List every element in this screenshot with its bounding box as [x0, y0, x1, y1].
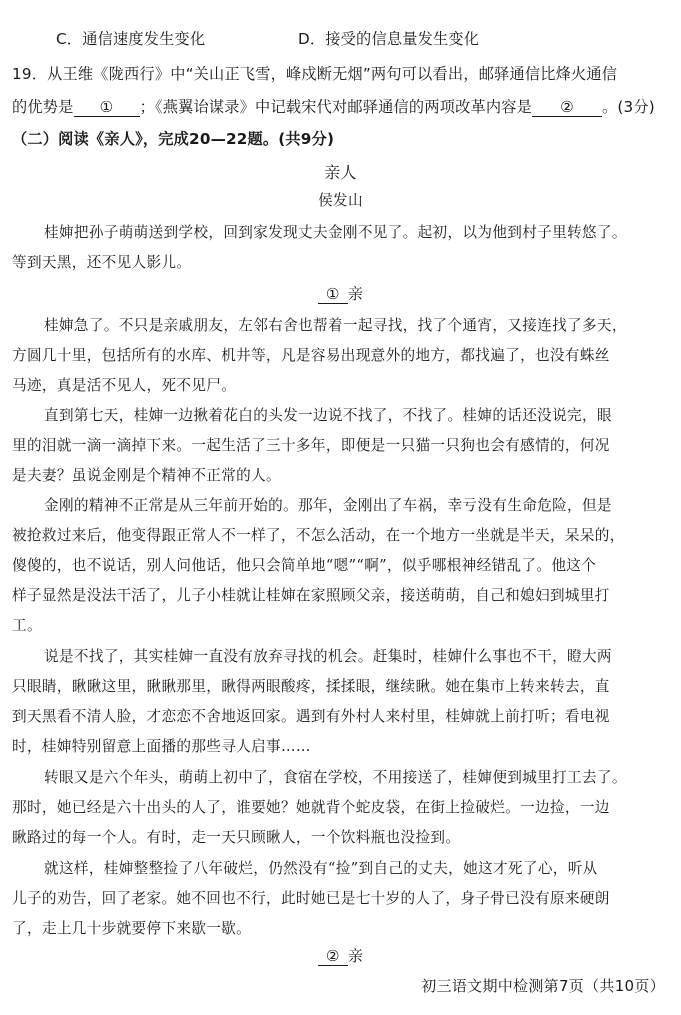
- option-d: D．接受的信息量发生变化: [298, 30, 480, 48]
- question-19-text-c: 。(3分): [602, 98, 655, 116]
- article-line: 时，桂婶特别留意上面播的那些寻人启事……: [12, 738, 311, 755]
- article-line: 了，走上几十步就要停下来歇一歇。: [12, 920, 252, 937]
- section-subtitle-1: [0, 283, 681, 305]
- article-line: 金刚的精神不正常是从三年前开始的。那年，金刚出了车祸，幸亏没有生命危险，但是: [44, 497, 612, 514]
- article-line: 被抢救过来后，他变得跟正常人不一样了，不怎么活动，在一个地方一坐就是半天，呆呆的，: [12, 527, 625, 544]
- article-line: 转眼又是六个年头，萌萌上初中了，食宿在学校，不用接送了，桂婶便到城里打工去了。: [44, 769, 627, 786]
- page-footer: 初三语文期中检测第7页（共10页）: [421, 977, 665, 995]
- article-line: 等到天黑，还不见人影儿。: [12, 254, 192, 271]
- question-19-text-b: ；《燕翼诒谋录》中记载宋代对邮驿通信的两项改革内容是: [139, 98, 533, 116]
- subtitle-text-1: 亲: [347, 285, 364, 303]
- subtitle-blank-2[interactable]: ②: [318, 947, 348, 966]
- article-line: 瞅路过的每一个人。有时，走一天只顾瞅人，一个饮料瓶也没捡到。: [12, 829, 461, 846]
- article-line: 桂婶把孙子萌萌送到学校，回到家发现丈夫金刚不见了。起初，以为他到村子里转悠了。: [44, 224, 627, 241]
- answer-blank-2[interactable]: ②: [532, 98, 602, 117]
- article-line: 样子显然是没法干活了，儿子小桂就让桂婶在家照顾父亲，接送萌萌，自己和媳妇到城里打: [12, 587, 610, 604]
- article-line: 傻傻的，也不说话，别人问他话，他只会简单地“嗯”“啊”，似乎哪根神经错乱了。他这个: [12, 557, 597, 574]
- article-title: 亲人: [324, 163, 357, 182]
- article-line: 到天黑看不清人脸，才恋恋不舍地返回家。遇到有外村人来村里，桂婶就上前打听；看电视: [12, 708, 610, 725]
- subtitle-text-2: 亲: [347, 947, 364, 965]
- article-line: 那时，她已经是六十出头的人了，谁要她？她就背个蛇皮袋，在街上捡破烂。一边捡，一边: [12, 799, 610, 816]
- section-subtitle-2: [0, 945, 681, 967]
- article-line: 就这样，桂婶整整捡了八年破烂，仍然没有“捡”到自己的丈夫，她这才死了心，听从: [44, 860, 598, 877]
- question-19-line1: 19．从王维《陇西行》中“关山正飞雪，峰戍断无烟”两句可以看出，邮驿通信比烽火通信: [12, 65, 618, 83]
- article-line: 儿子的劝告，回了老家。她不回也不行，此时她已是七十岁的人了，身子骨已没有原来硬朗: [12, 890, 610, 907]
- section-heading: （二）阅读《亲人》，完成20—22题。(共9分): [12, 130, 335, 148]
- question-19-line2: [12, 96, 672, 118]
- article-author: 侯发山: [318, 192, 363, 209]
- article-line: 桂婶急了。不只是亲戚朋友，左邻右舍也帮着一起寻找，找了个通宵，又接连找了多天，: [44, 317, 627, 334]
- answer-blank-1[interactable]: ①: [74, 98, 140, 117]
- question-19-text-a: 的优势是: [12, 98, 74, 116]
- article-line: 只眼睛，瞅瞅这里，瞅瞅那里，瞅得两眼酸疼，揉揉眼，继续瞅。她在集市上转来转去，直: [12, 678, 610, 695]
- article-line: 直到第七天，桂婶一边揪着花白的头发一边说不找了，不找了。桂婶的话还没说完，眼: [44, 407, 612, 424]
- article-line: 是夫妻？虽说金刚是个精神不正常的人。: [12, 467, 281, 484]
- article-line: 说是不找了，其实桂婶一直没有放弃寻找的机会。赶集时，桂婶什么事也不干，瞪大两: [44, 648, 612, 665]
- subtitle-blank-1[interactable]: ①: [318, 285, 348, 304]
- article-line: 工。: [12, 617, 42, 634]
- article-line: 方圆几十里，包括所有的水库、机井等，凡是容易出现意外的地方，都找遍了，也没有蛛丝: [12, 347, 610, 364]
- article-line: 马迹，真是活不见人，死不见尸。: [12, 377, 237, 394]
- option-c: C．通信速度发生变化: [56, 30, 206, 48]
- article-line: 里的泪就一滴一滴掉下来。一起生活了三十多年，即便是一只猫一只狗也会有感情的，何况: [12, 437, 610, 454]
